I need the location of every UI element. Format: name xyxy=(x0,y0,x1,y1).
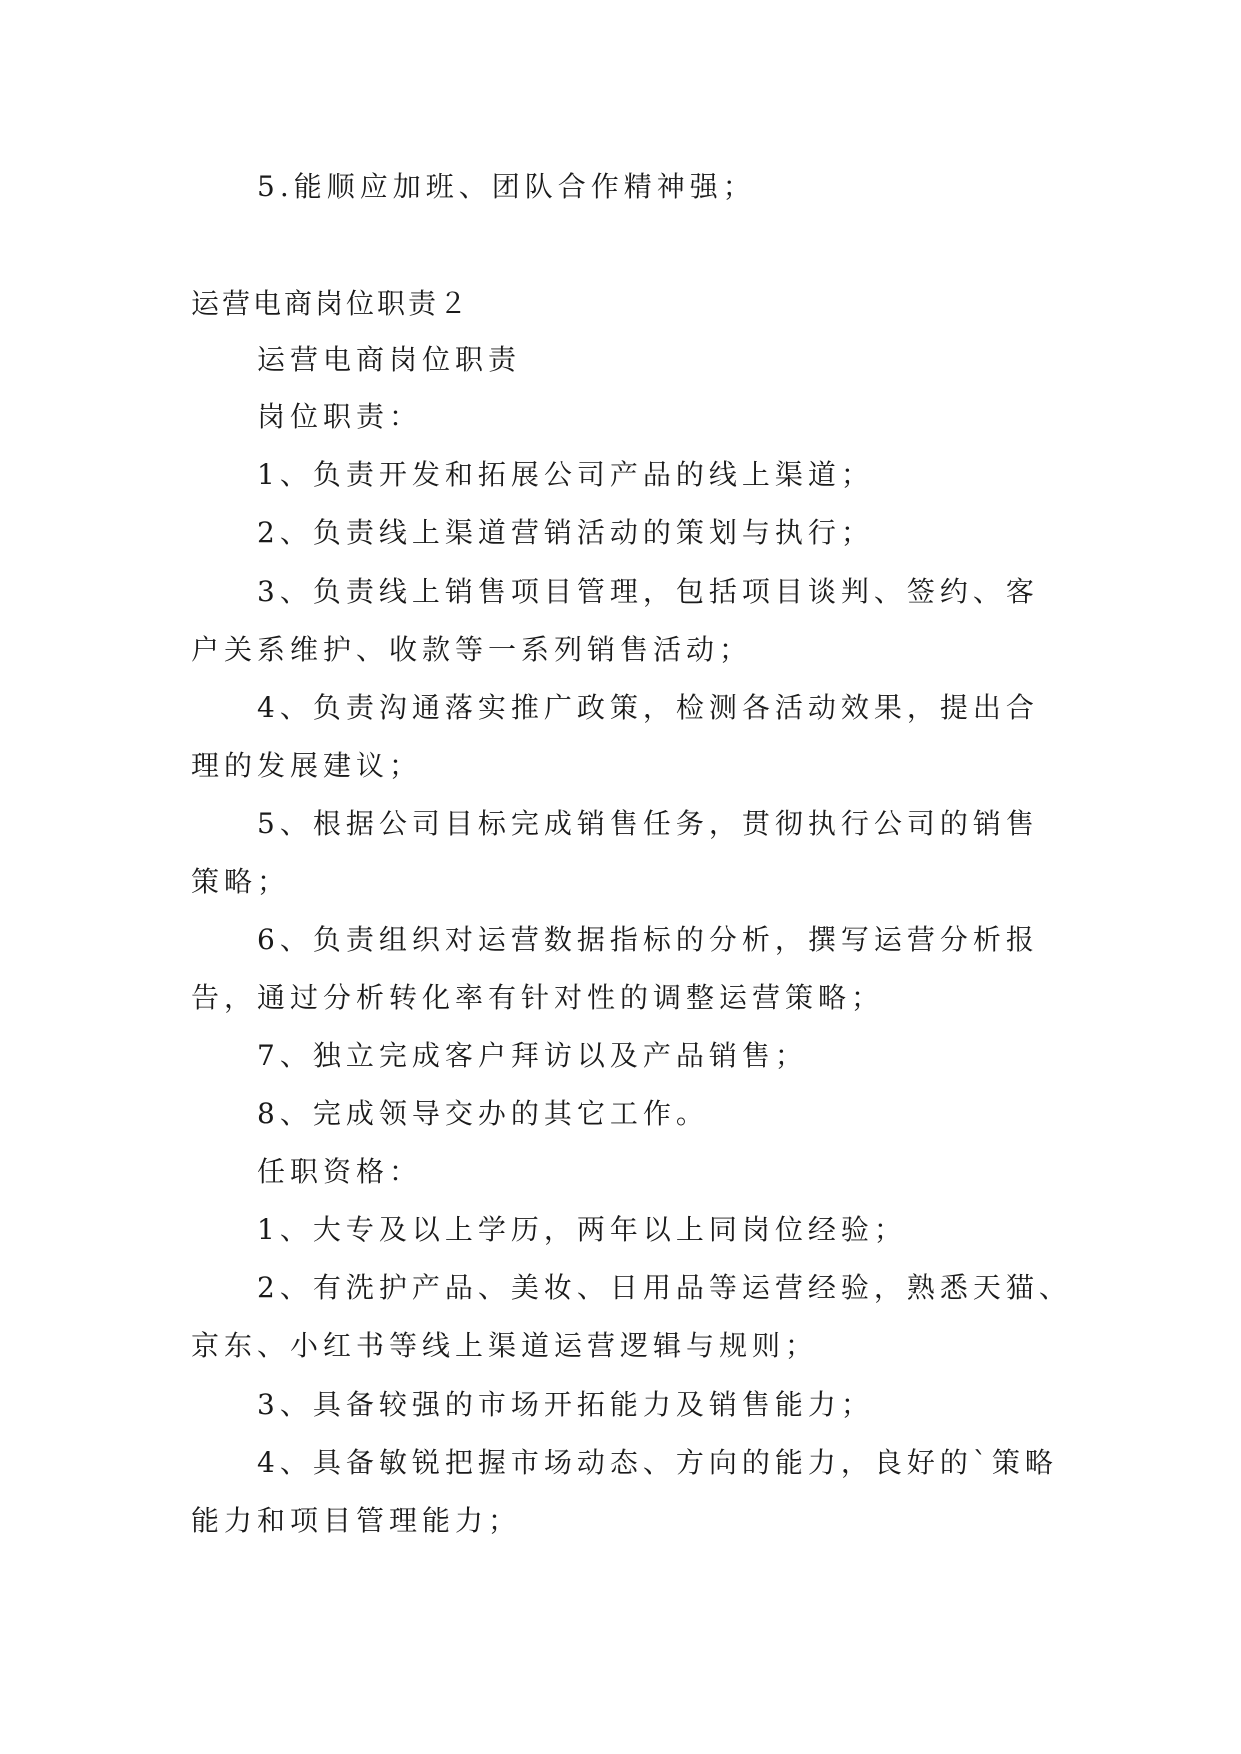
duty-item-7: 7、独立完成客户拜访以及产品销售； xyxy=(257,1039,808,1072)
qualifications-heading: 任职资格： xyxy=(257,1155,423,1188)
qualification-item-3: 3、具备较强的市场开拓能力及销售能力； xyxy=(257,1388,874,1421)
duty-item-3-line-2: 户关系维护、收款等一系列销售活动； xyxy=(191,633,753,666)
duty-item-1: 1、负责开发和拓展公司产品的线上渠道； xyxy=(257,458,874,491)
previous-list-item-5: 5.能顺应加班、团队合作精神强； xyxy=(257,170,756,203)
duty-item-3-line-1: 3、负责线上销售项目管理，包括项目谈判、签约、客 xyxy=(257,575,1039,608)
qualification-item-4-line-2: 能力和项目管理能力； xyxy=(191,1504,522,1537)
duty-item-2: 2、负责线上渠道营销活动的策划与执行； xyxy=(257,516,874,549)
duty-item-4-line-2: 理的发展建议； xyxy=(191,749,423,782)
duty-item-6-line-2: 告，通过分析转化率有针对性的调整运营策略； xyxy=(191,981,885,1014)
duty-item-4-line-1: 4、负责沟通落实推广政策，检测各活动效果，提出合 xyxy=(257,691,1039,724)
qualification-item-2-line-1: 2、有洗护产品、美妆、日用品等运营经验，熟悉天猫、 xyxy=(257,1271,1072,1304)
document-subtitle: 运营电商岗位职责 xyxy=(257,343,522,376)
duty-item-6-line-1: 6、负责组织对运营数据指标的分析，撰写运营分析报 xyxy=(257,923,1039,956)
duties-heading: 岗位职责： xyxy=(257,400,423,433)
qualification-item-4-line-1: 4、具备敏锐把握市场动态、方向的能力，良好的`策略 xyxy=(257,1446,1058,1479)
qualification-item-2-line-2: 京东、小红书等线上渠道运营逻辑与规则； xyxy=(191,1329,819,1362)
duty-item-5-line-2: 策略； xyxy=(191,865,291,898)
section-title: 运营电商岗位职责２ xyxy=(191,287,471,320)
qualification-item-1: 1、大专及以上学历，两年以上同岗位经验； xyxy=(257,1213,907,1246)
duty-item-8: 8、完成领导交办的其它工作。 xyxy=(257,1097,709,1130)
duty-item-5-line-1: 5、根据公司目标完成销售任务，贯彻执行公司的销售 xyxy=(257,807,1039,840)
